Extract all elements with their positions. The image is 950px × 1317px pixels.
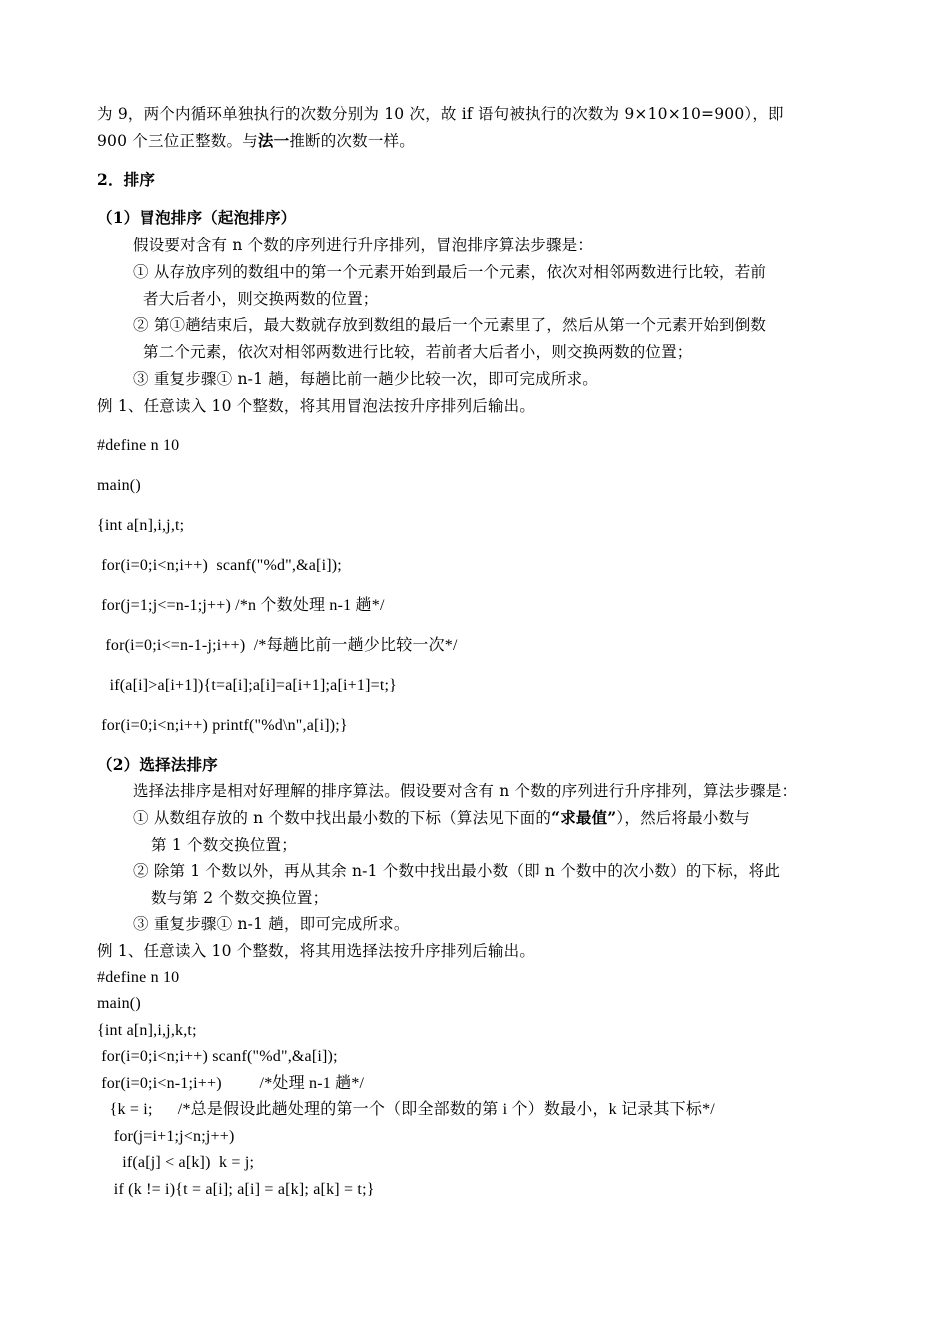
selection-step-1-post: ），然后将最小数与 bbox=[616, 809, 750, 827]
selection-step-1-bold: “求最值” bbox=[551, 808, 617, 827]
selection-step-2-line-a: ② 除第 1 个数以外，再从其余 n-1 个数中找出最小数（即 n 个数中的次小数）的下标，将此 bbox=[133, 862, 781, 880]
bubble-code-line: for(j=1;j<=n-1;j++) /*n 个数处理 n-1 趟*/ bbox=[97, 597, 385, 614]
bubble-code-line: {int a[n],i,j,t; bbox=[97, 517, 185, 534]
bubble-code-line: for(i=0;i<=n-1-j;i++) /*每趟比前一趟少比较一次*/ bbox=[97, 637, 458, 654]
selection-code-line: for(i=0;i<n;i++) scanf("%d",&a[i]); bbox=[97, 1048, 338, 1065]
selection-step-3: ③ 重复步骤① n-1 趟，即可完成所求。 bbox=[133, 915, 410, 933]
bubble-code-line: #define n 10 bbox=[97, 437, 180, 454]
intro-line-2-post: 推断的次数一样。 bbox=[289, 132, 415, 150]
selection-sort-lead: 选择法排序是相对好理解的排序算法。假设要对含有 n 个数的序列进行升序排列，算法步骤是： bbox=[133, 782, 798, 800]
bubble-code-line: main() bbox=[97, 477, 141, 494]
selection-code-line: {k = i; /*总是假设此趟处理的第一个（即全部数的第 i 个）数最小，k 记录其下标*/ bbox=[97, 1101, 715, 1118]
intro-line-1: 为 9，两个内循环单独执行的次数分别为 10 次，故 if 语句被执行的次数为 9×10×10=900），即 bbox=[97, 105, 784, 123]
selection-sort-heading: （2）选择法排序 bbox=[97, 755, 218, 774]
selection-code-line: for(j=i+1;j<n;j++) bbox=[97, 1128, 235, 1145]
intro-line-2 bbox=[97, 131, 415, 151]
selection-step-1-line-b: 第 1 个数交换位置； bbox=[151, 836, 297, 854]
bubble-sort-heading: （1）冒泡排序（起泡排序） bbox=[97, 208, 297, 227]
bubble-example-title: 例 1、任意读入 10 个整数，将其用冒泡法按升序排列后输出。 bbox=[97, 397, 536, 415]
bubble-sort-lead: 假设要对含有 n 个数的序列进行升序排列，冒泡排序算法步骤是： bbox=[133, 236, 594, 254]
selection-code-line: if(a[j] < a[k]) k = j; bbox=[97, 1154, 255, 1171]
section-heading-sorting: 2．排序 bbox=[97, 170, 156, 189]
bubble-code-line: for(i=0;i<n;i++) scanf("%d",&a[i]); bbox=[97, 557, 342, 574]
selection-code-line: for(i=0;i<n-1;i++) /*处理 n-1 趟*/ bbox=[97, 1075, 365, 1092]
selection-step-1-line-a bbox=[133, 808, 750, 828]
selection-code-line: #define n 10 bbox=[97, 969, 180, 986]
selection-step-2-line-b: 数与第 2 个数交换位置； bbox=[151, 889, 329, 907]
bubble-code-line: if(a[i]>a[i+1]){t=a[i];a[i]=a[i+1];a[i+1]=t;} bbox=[97, 677, 397, 694]
intro-line-2-pre: 900 个三位正整数。与 bbox=[97, 132, 258, 150]
bubble-step-1-line-b: 者大后者小，则交换两数的位置； bbox=[143, 290, 379, 308]
selection-code-line: {int a[n],i,j,k,t; bbox=[97, 1022, 197, 1039]
bubble-step-2-line-a: ② 第①趟结束后，最大数就存放到数组的最后一个元素里了，然后从第一个元素开始到倒数 bbox=[133, 316, 767, 334]
bubble-step-3: ③ 重复步骤① n-1 趟，每趟比前一趟少比较一次，即可完成所求。 bbox=[133, 370, 598, 388]
selection-code-line: if (k != i){t = a[i]; a[i] = a[k]; a[k] = t;} bbox=[97, 1181, 375, 1198]
selection-code-line: main() bbox=[97, 995, 141, 1012]
selection-step-1-pre: ① 从数组存放的 n 个数中找出最小数的下标（算法见下面的 bbox=[133, 809, 552, 827]
bubble-code-line: for(i=0;i<n;i++) printf("%d\n",a[i]);} bbox=[97, 717, 348, 734]
bubble-step-2-line-b: 第二个元素，依次对相邻两数进行比较，若前者大后者小，则交换两数的位置； bbox=[143, 343, 693, 361]
bubble-step-1-line-a: ① 从存放序列的数组中的第一个元素开始到最后一个元素，依次对相邻两数进行比较，若前 bbox=[133, 263, 767, 281]
selection-example-title: 例 1、任意读入 10 个整数，将其用选择法按升序排列后输出。 bbox=[97, 942, 536, 960]
intro-line-2-bold: 法一 bbox=[257, 131, 290, 150]
